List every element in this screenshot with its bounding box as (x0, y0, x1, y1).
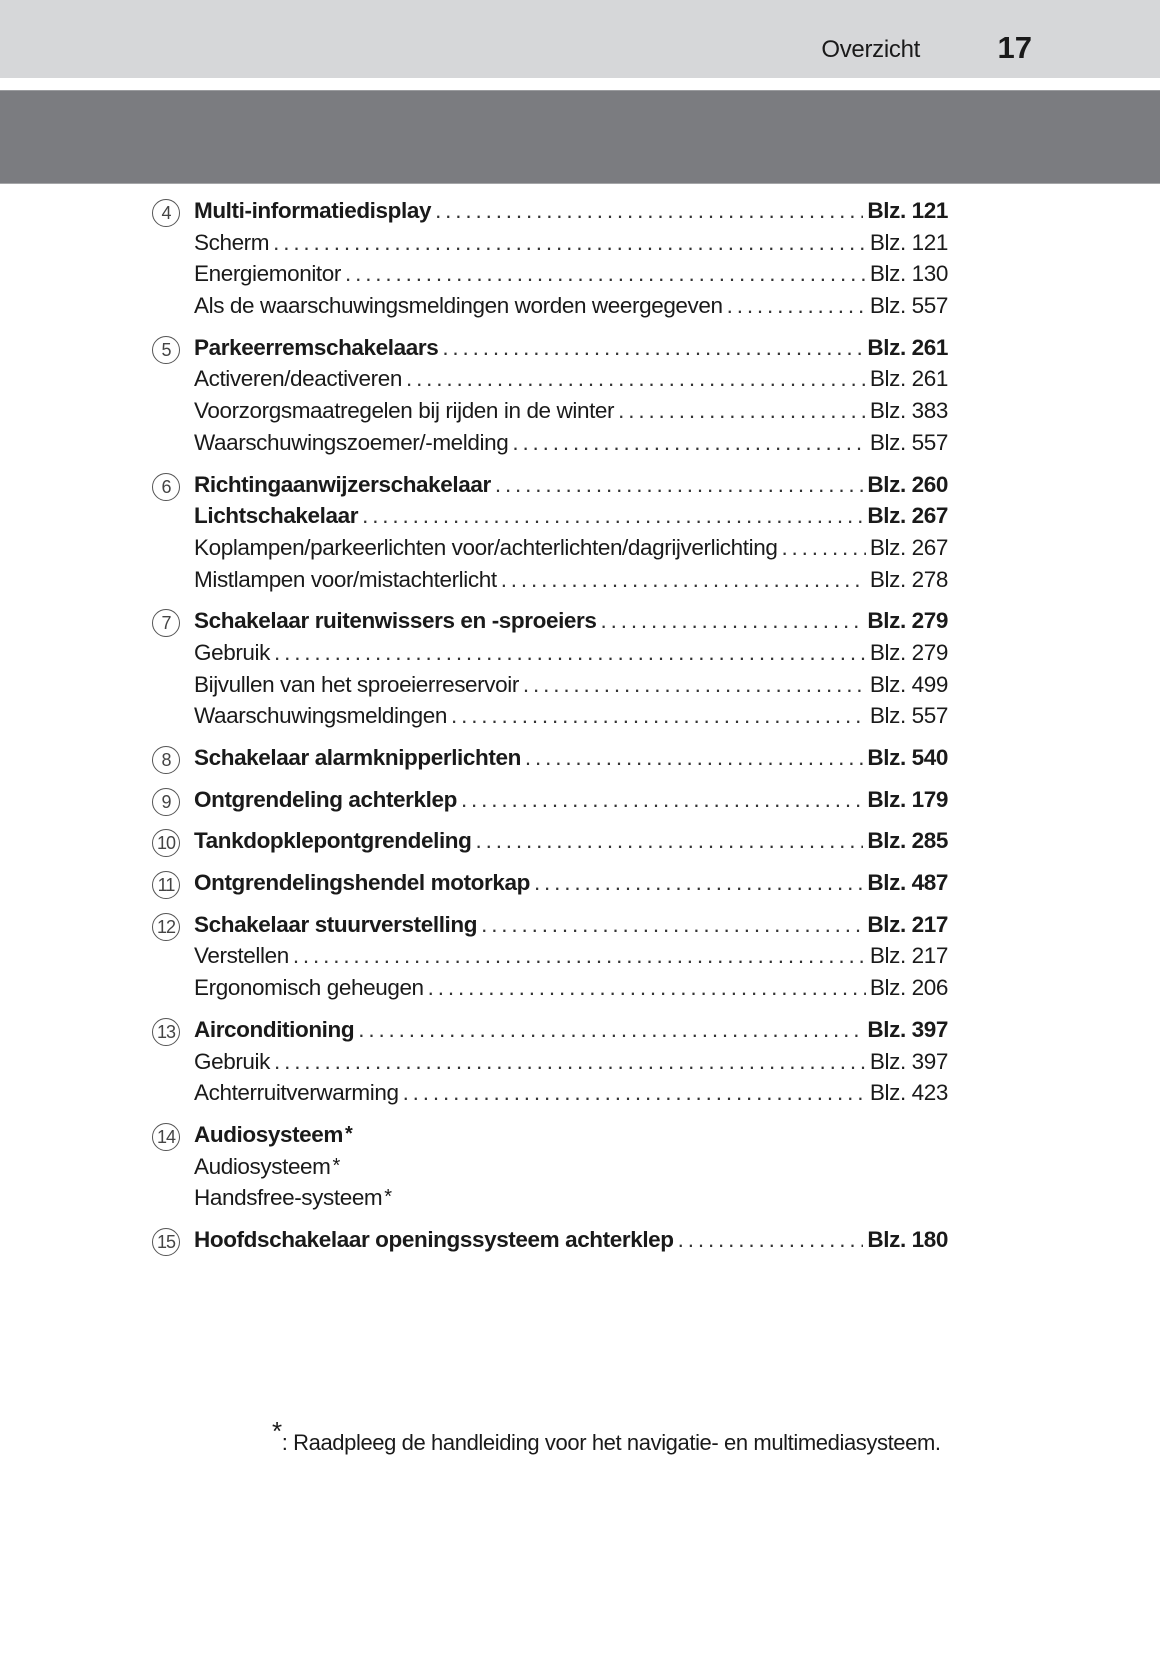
toc-group (152, 332, 948, 459)
toc-entry[interactable] (152, 427, 948, 459)
page-reference: Blz. 121 (869, 229, 948, 255)
toc-entry[interactable] (152, 700, 948, 732)
toc-group (152, 605, 948, 732)
entry-title: Mistlampen voor/mistachterlicht (194, 566, 497, 592)
entry-title: Schakelaar ruitenwissers en -sproeiers (194, 608, 597, 634)
dot-leader (442, 332, 863, 364)
page-reference: Blz. 423 (869, 1080, 948, 1106)
dot-leader (495, 469, 864, 501)
entry-title: Handsfree-systeem (194, 1185, 383, 1211)
page-reference: Blz. 397 (869, 1048, 948, 1074)
entry-title: Bijvullen van het sproeierreservoir (194, 671, 519, 697)
page-reference: Blz. 279 (869, 639, 948, 665)
dot-leader (451, 700, 866, 732)
dot-leader (534, 867, 863, 899)
dot-leader (293, 940, 866, 972)
page-reference: Blz. 557 (869, 429, 948, 455)
dot-leader (406, 363, 866, 395)
page-reference: Blz. 180 (867, 1226, 948, 1252)
item-number-circle: 10 (152, 829, 180, 857)
item-number-circle: 15 (152, 1228, 180, 1256)
toc-entry[interactable] (152, 1046, 948, 1078)
page-reference: Blz. 279 (867, 608, 948, 634)
page-reference: Blz. 487 (867, 870, 948, 896)
dot-leader (435, 195, 863, 227)
dot-leader (523, 669, 866, 701)
dot-leader (475, 825, 863, 857)
item-number-circle: 13 (152, 1018, 180, 1046)
toc-group (152, 195, 948, 322)
entry-title: Verstellen (194, 943, 289, 969)
toc-group (152, 867, 948, 899)
item-number-circle: 7 (152, 609, 180, 637)
toc-group (152, 1224, 948, 1256)
page-reference: Blz. 397 (867, 1016, 948, 1042)
item-number-circle: 4 (152, 199, 180, 227)
entry-title: Ergonomisch geheugen (194, 975, 424, 1001)
page-reference: Blz. 217 (867, 911, 948, 937)
toc-group (152, 909, 948, 1004)
page-reference: Blz. 278 (869, 566, 948, 592)
entry-title: Audiosysteem (194, 1153, 331, 1179)
entry-title: Koplampen/parkeerlichten voor/achterlichten/dagrijverlichting (194, 534, 778, 560)
page-reference: Blz. 217 (869, 943, 948, 969)
toc-entry[interactable] (152, 227, 948, 259)
footnote-text: : Raadpleeg de handleiding voor het navigatie- en multimediasysteem. (281, 1430, 941, 1455)
page-header (0, 0, 1160, 78)
toc-list (152, 195, 948, 1266)
header-band (0, 90, 1160, 184)
dot-leader (525, 742, 863, 774)
toc-entry[interactable] (152, 742, 948, 774)
item-number-circle: 12 (152, 913, 180, 941)
toc-entry[interactable] (152, 532, 948, 564)
toc-entry[interactable] (152, 195, 948, 227)
entry-title: Gebruik (194, 639, 270, 665)
toc-entry[interactable] (152, 363, 948, 395)
entry-title: Achterruitverwarming (194, 1080, 399, 1106)
entry-title: Airconditioning (194, 1016, 355, 1042)
toc-entry[interactable] (152, 784, 948, 816)
entry-title: Energiemonitor (194, 261, 341, 287)
dot-leader (678, 1224, 864, 1256)
page-reference: Blz. 130 (869, 261, 948, 287)
dot-leader (273, 227, 866, 259)
entry-title: Gebruik (194, 1048, 270, 1074)
entry-title: Ontgrendelingshendel motorkap (194, 870, 530, 896)
toc-group (152, 1119, 948, 1214)
page-reference: Blz. 540 (867, 745, 948, 770)
toc-entry[interactable] (152, 669, 948, 701)
toc-entry[interactable] (152, 564, 948, 596)
toc-entry[interactable] (152, 972, 948, 1004)
page-reference: Blz. 557 (869, 293, 948, 319)
toc-entry[interactable] (152, 500, 948, 532)
section-title: Overzicht (821, 36, 920, 63)
item-number-circle: 8 (152, 746, 180, 774)
entry-title: Parkeerremschakelaars (194, 334, 439, 360)
entry-title: Tankdopklepontgrendeling (194, 828, 472, 854)
entry-title: Schakelaar alarmknipperlichten (194, 745, 521, 770)
entry-title: Audiosysteem (194, 1121, 343, 1147)
dot-leader (428, 972, 866, 1004)
toc-group (152, 825, 948, 857)
toc-entry[interactable] (152, 258, 948, 290)
toc-entry[interactable] (152, 605, 948, 637)
toc-group (152, 469, 948, 596)
item-number-circle: 6 (152, 473, 180, 501)
toc-entry[interactable] (152, 867, 948, 899)
entry-title: Ontgrendeling achterklep (194, 786, 457, 812)
page-reference: Blz. 557 (869, 703, 948, 729)
toc-entry[interactable] (152, 940, 948, 972)
page-reference: Blz. 261 (867, 334, 948, 360)
dot-leader (362, 500, 863, 532)
page-reference: Blz. 499 (869, 671, 948, 697)
toc-group (152, 1014, 948, 1109)
toc-entry[interactable] (152, 395, 948, 427)
toc-entry[interactable] (152, 909, 948, 941)
entry-title: Lichtschakelaar (194, 503, 359, 529)
dot-leader (481, 909, 863, 941)
page-reference: Blz. 206 (869, 975, 948, 1001)
item-number-circle: 5 (152, 336, 180, 364)
entry-title: Als de waarschuwingsmeldingen worden weergegeven (194, 293, 723, 319)
dot-leader (274, 1046, 866, 1078)
dot-leader (501, 564, 866, 596)
entry-title: Richtingaanwijzerschakelaar (194, 471, 491, 497)
toc-entry[interactable] (152, 1077, 948, 1109)
entry-title: Multi-informatiedisplay (194, 198, 432, 223)
item-number-circle: 14 (152, 1123, 180, 1151)
entry-title: Voorzorgsmaatregelen bij rijden in de winter (194, 398, 615, 424)
toc-entry[interactable] (152, 469, 948, 501)
entry-title: Scherm (194, 229, 270, 255)
toc-entry[interactable] (152, 290, 948, 322)
page-reference: Blz. 285 (867, 828, 948, 854)
page-reference: Blz. 267 (869, 534, 948, 560)
toc-entry[interactable] (152, 332, 948, 364)
page-reference: Blz. 121 (867, 198, 948, 223)
page-reference: Blz. 260 (867, 471, 948, 497)
toc-entry[interactable] (152, 825, 948, 857)
dot-leader (461, 784, 863, 816)
toc-entry[interactable]: Handsfree-systeem * (152, 1182, 948, 1214)
footnote-mark: * (272, 1415, 282, 1446)
toc-entry[interactable]: Audiosysteem * (152, 1151, 948, 1183)
toc-entry[interactable] (152, 637, 948, 669)
entry-title: Hoofdschakelaar openingssysteem achterklep (194, 1226, 674, 1252)
dot-leader (403, 1077, 866, 1109)
dot-leader (618, 395, 866, 427)
page-reference: Blz. 261 (869, 366, 948, 392)
entry-title: Activeren/deactiveren (194, 366, 402, 392)
dot-leader (601, 605, 864, 637)
page-reference: Blz. 267 (867, 503, 948, 529)
dot-leader (727, 290, 866, 322)
page-reference: Blz. 383 (869, 398, 948, 424)
page-reference: Blz. 179 (867, 786, 948, 812)
entry-title: Waarschuwingsmeldingen (194, 703, 447, 729)
dot-leader (512, 427, 866, 459)
dot-leader (274, 637, 866, 669)
toc-group (152, 742, 948, 774)
item-number-circle: 9 (152, 788, 180, 816)
dot-leader (781, 532, 865, 564)
toc-entry[interactable]: Audiosysteem * (152, 1119, 948, 1151)
footnote (270, 1415, 941, 1456)
toc-group (152, 784, 948, 816)
item-number-circle: 11 (152, 871, 180, 899)
toc-entry[interactable] (152, 1014, 948, 1046)
entry-title: Waarschuwingszoemer/-melding (194, 429, 509, 455)
entry-title: Schakelaar stuurverstelling (194, 911, 478, 937)
dot-leader (358, 1014, 863, 1046)
toc-entry[interactable] (152, 1224, 948, 1256)
page-number: 17 (997, 30, 1032, 65)
dot-leader (345, 258, 866, 290)
